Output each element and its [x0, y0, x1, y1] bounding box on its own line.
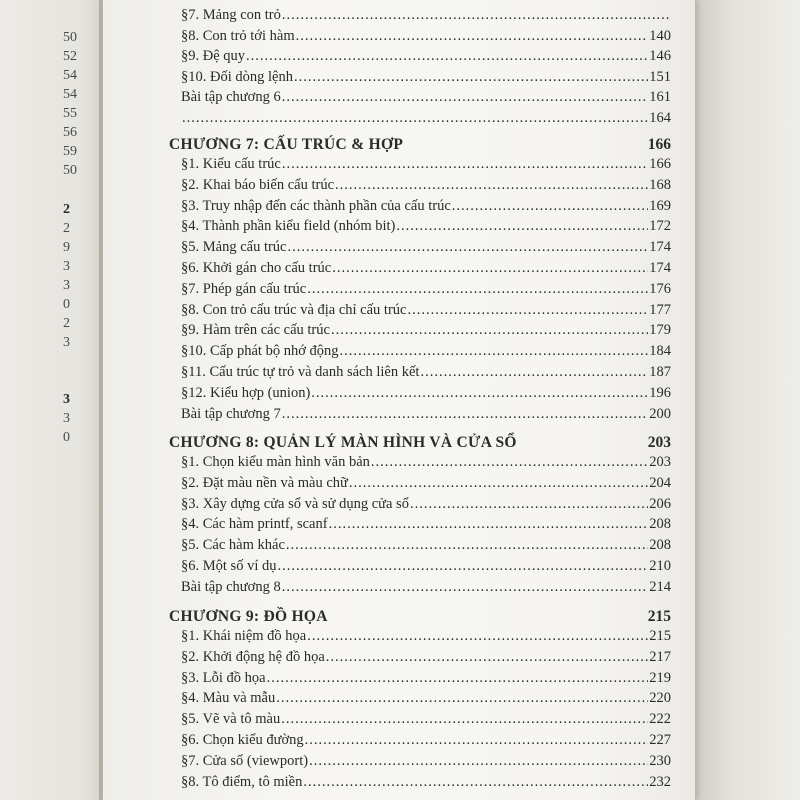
toc-entry [181, 729, 671, 749]
toc-entry-page: 206 [649, 495, 671, 512]
dot-leader [282, 88, 649, 106]
left-page-number: 3 [63, 278, 70, 293]
left-page-number: 9 [63, 240, 70, 255]
toc-entry [181, 534, 671, 554]
dot-leader [396, 217, 648, 235]
toc-entry [181, 403, 671, 423]
toc-entry-page: 176 [649, 280, 671, 297]
left-page-number: 3 [63, 335, 70, 350]
left-page-number: 59 [63, 144, 77, 159]
toc-entry-title: §5. Vẽ và tô màu [181, 711, 281, 728]
chapter-title: CHƯƠNG 8: QUẢN LÝ MÀN HÌNH VÀ CỬA SỔ [169, 434, 517, 451]
toc-entry-page: 230 [649, 752, 671, 769]
toc-entry [181, 472, 671, 492]
toc-entry-title: §9. Hàm trên các cấu trúc [181, 322, 330, 339]
dot-leader [294, 68, 648, 86]
chapter-page: 203 [647, 434, 671, 451]
toc-entry-title: §2. Khai báo biến cấu trúc [181, 176, 335, 193]
chapter-heading [169, 430, 671, 452]
dot-leader [452, 197, 648, 215]
toc-entry-page: 187 [649, 364, 671, 380]
toc-entry-title: §8. Con trỏ tới hàm [181, 27, 295, 44]
toc-entry [181, 340, 671, 360]
dot-leader [332, 259, 648, 277]
dot-leader [286, 536, 648, 554]
chapter-page: 166 [647, 136, 671, 153]
left-page-number: 50 [63, 163, 77, 178]
toc-entry-title: §6. Một số ví dụ [181, 558, 277, 574]
toc-entry-page: 169 [649, 197, 671, 214]
left-page-number: 0 [63, 297, 70, 312]
toc-entry [181, 750, 671, 770]
left-page-number: 2 [63, 202, 70, 217]
toc-entry-page: 196 [649, 384, 671, 401]
toc-entry [181, 4, 671, 24]
chapter-title: CHƯƠNG 9: ĐỒ HỌA [169, 608, 328, 625]
toc-entry [181, 107, 671, 127]
toc-entry-title: §5. Các hàm khác [181, 537, 285, 554]
toc-entry-title: §8. Con trỏ cấu trúc và địa chỉ cấu trúc [181, 301, 407, 318]
toc-entry-page: 168 [649, 176, 671, 193]
toc-entry-page: 215 [649, 628, 671, 644]
dot-leader [309, 752, 648, 770]
toc-entry-title: Bài tập chương 7 [181, 405, 281, 422]
toc-entry-page: 217 [649, 648, 671, 665]
left-page-number: 0 [63, 430, 70, 445]
dot-leader [371, 453, 648, 471]
dot-leader [420, 363, 648, 381]
toc-entry-page: 222 [649, 711, 671, 728]
toc-entry-title: Bài tập chương 6 [181, 89, 281, 105]
toc-entry-page: 220 [649, 690, 671, 707]
toc-entry [181, 299, 671, 319]
toc-entry-title: §1. Kiểu cấu trúc [181, 156, 281, 172]
toc-entry-page: 146 [649, 48, 671, 64]
toc-entry-title: §9. Đệ quy [181, 48, 246, 64]
toc-entry-page: 214 [649, 578, 671, 595]
toc-entry [181, 45, 671, 65]
left-page-number: 55 [63, 106, 77, 121]
toc-entry-title: §4. Các hàm printf, scanf [181, 516, 328, 533]
toc-entry-title: §1. Chọn kiểu màn hình văn bản [181, 454, 370, 470]
dot-leader [282, 155, 648, 173]
toc-entry [181, 153, 671, 173]
toc-entry-page: 166 [649, 156, 671, 172]
toc-entry [181, 687, 671, 707]
dot-leader [276, 689, 648, 707]
dot-leader [329, 515, 649, 533]
toc-entry-title: §4. Thành phần kiểu field (nhóm bit) [181, 218, 396, 235]
toc-entry-page: 161 [649, 89, 671, 105]
dot-leader [182, 109, 648, 127]
toc-entry-title: §5. Mảng cấu trúc [181, 239, 287, 256]
toc-entry-title: §4. Màu và mẫu [181, 690, 276, 707]
toc-entry [181, 555, 671, 575]
toc-entry-title: §6. Khởi gán cho cấu trúc [181, 260, 332, 276]
dot-leader [296, 27, 649, 45]
toc-entry-title: §2. Đặt màu nền và màu chữ [181, 474, 348, 491]
toc-entry-page: 227 [649, 732, 671, 748]
left-page-number: 2 [63, 221, 70, 236]
toc-entry-title: §12. Kiểu hợp (union) [181, 384, 311, 401]
toc-page [103, 0, 695, 800]
dot-leader [303, 773, 648, 791]
dot-leader [246, 47, 648, 65]
toc-entry-page: 177 [649, 301, 671, 318]
left-page-number: 3 [63, 392, 70, 407]
toc-entry-title: §6. Chọn kiểu đường [181, 732, 304, 748]
toc-entry [181, 513, 671, 533]
toc-entry [181, 361, 671, 381]
dot-leader [311, 384, 648, 402]
toc-entry [181, 278, 671, 298]
dot-leader [305, 731, 649, 749]
toc-entry [181, 195, 671, 215]
toc-entry-page: 164 [649, 109, 671, 126]
toc-entry [181, 257, 671, 277]
toc-entry-page: 219 [649, 669, 671, 686]
dot-leader [307, 627, 648, 645]
toc-entry-page: 174 [649, 260, 671, 276]
left-page-number: 3 [63, 259, 70, 274]
toc-entry [181, 86, 671, 106]
toc-entry-page: 203 [649, 454, 671, 470]
dot-leader [307, 280, 648, 298]
dot-leader [326, 648, 648, 666]
toc-entry [181, 236, 671, 256]
dot-leader [282, 405, 649, 423]
toc-entry [181, 625, 671, 645]
dot-leader [267, 669, 649, 687]
toc-entry-title: §7. Cửa sổ (viewport) [181, 752, 309, 769]
toc-entry [181, 493, 671, 513]
dot-leader [282, 6, 670, 24]
left-page-number: 52 [63, 49, 77, 64]
toc-entry-page: 210 [649, 558, 671, 574]
toc-entry-page: 200 [649, 405, 671, 422]
left-page-number: 50 [63, 30, 77, 45]
chapter-heading [169, 132, 671, 154]
toc-entry-page: 184 [649, 343, 671, 360]
toc-entry-page: 204 [649, 474, 671, 491]
dot-leader [410, 495, 648, 513]
toc-entry-page: 172 [649, 218, 671, 235]
left-page-number: 54 [63, 68, 77, 83]
toc-entry-page: 208 [649, 516, 671, 533]
toc-entry [181, 25, 671, 45]
dot-leader [407, 301, 648, 319]
chapter-title: CHƯƠNG 7: CẤU TRÚC & HỢP [169, 136, 404, 153]
left-page-number: 54 [63, 87, 77, 102]
toc-entry [181, 646, 671, 666]
toc-entry-title: §10. Cấp phát bộ nhớ động [181, 343, 339, 360]
toc-entry-page: 140 [649, 27, 671, 44]
dot-leader [288, 238, 649, 256]
toc-entry-title: Bài tập chương 8 [181, 578, 281, 595]
toc-entry-title: §3. Truy nhập đến các thành phần của cấu trúc [181, 197, 451, 214]
dot-leader [282, 578, 649, 596]
toc-entry-title: §7. Phép gán cấu trúc [181, 280, 307, 297]
toc-entry [181, 708, 671, 728]
dot-leader [277, 557, 648, 575]
toc-entry [181, 576, 671, 596]
toc-entry-title: §11. Cấu trúc tự trỏ và danh sách liên kết [181, 364, 420, 380]
left-page-number: 2 [63, 316, 70, 331]
toc-entry [181, 771, 671, 791]
left-page [0, 0, 103, 800]
toc-entry-title: §3. Xây dựng cửa sổ và sử dụng cửa sổ [181, 495, 409, 512]
dot-leader [281, 710, 648, 728]
toc-entry-title: §8. Tô điểm, tô miền [181, 773, 303, 790]
dot-leader [349, 474, 648, 492]
toc-entry-page: 208 [649, 537, 671, 554]
toc-entry [181, 174, 671, 194]
chapter-page: 215 [647, 608, 671, 625]
toc-entry-title: §7. Mảng con trỏ [181, 7, 281, 23]
toc-entry [181, 215, 671, 235]
chapter-heading [169, 604, 671, 626]
toc-entry [181, 66, 671, 86]
toc-entry [181, 451, 671, 471]
toc-entry-title: §10. Đối dòng lệnh [181, 68, 293, 85]
toc-entry [181, 319, 671, 339]
toc-entry [181, 382, 671, 402]
left-page-number: 3 [63, 411, 70, 426]
toc-entry-title: §3. Lỗi đồ họa [181, 669, 266, 686]
toc-entry-page: 151 [649, 68, 671, 85]
toc-entry-page: 232 [649, 773, 671, 790]
background-surface [690, 0, 800, 800]
toc-entry-page: 174 [649, 239, 671, 256]
dot-leader [340, 342, 649, 360]
dot-leader [331, 321, 648, 339]
dot-leader [335, 176, 648, 194]
toc-entry-title: §2. Khởi động hệ đồ họa [181, 648, 325, 665]
left-page-number: 56 [63, 125, 77, 140]
toc-entry-page: 179 [649, 322, 671, 339]
toc-entry-title: §1. Khái niệm đồ họa [181, 628, 307, 644]
toc-entry [181, 667, 671, 687]
